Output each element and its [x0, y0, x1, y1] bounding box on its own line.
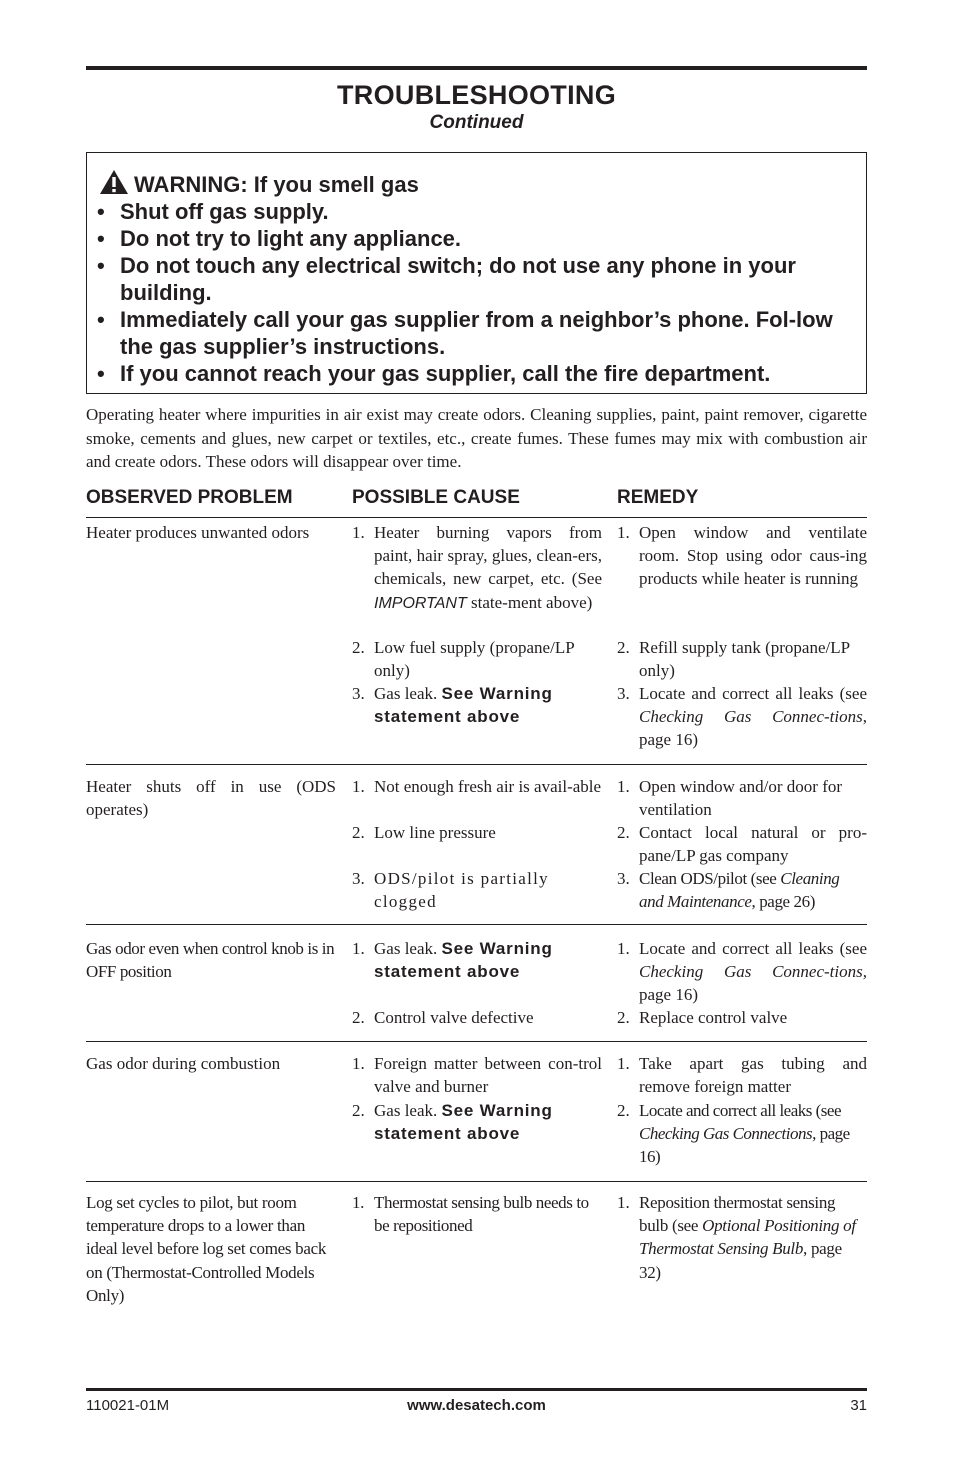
text-part: Locate and correct all leaks (see: [639, 684, 867, 703]
item-number: 2.: [352, 638, 365, 657]
text-part: Gas leak.: [374, 1101, 442, 1120]
warning-item-text: Do not try to light any appliance.: [120, 226, 462, 251]
row-2-cause-3: [352, 867, 602, 913]
item-number: 2.: [352, 1008, 365, 1027]
warning-triangle-icon: [99, 169, 129, 195]
row-3-problem: Gas odor even when control knob is in OFF position: [86, 939, 335, 982]
text-italic: Checking Gas Connections,: [639, 1124, 816, 1144]
warning-box: [86, 152, 867, 394]
text-part: Gas leak.: [374, 939, 442, 958]
footer-url: www.desatech.com: [407, 1397, 546, 1414]
warning-item: [97, 225, 857, 252]
row-4-remedy-2: [617, 1099, 867, 1169]
row-1-cause-2: [352, 636, 602, 682]
bullet: •: [97, 361, 105, 386]
item-text: ODS/pilot is partially clogged: [374, 869, 549, 912]
item-number: 3.: [352, 684, 365, 703]
page-title: TROUBLESHOOTING: [337, 80, 616, 110]
warning-heading-line: [99, 169, 419, 198]
item-text: [352, 1099, 602, 1145]
footer-page-number: 31: [850, 1397, 867, 1414]
warning-item: [97, 360, 857, 387]
warning-item: [97, 306, 857, 360]
row-1-remedy-1: [617, 521, 867, 591]
item-text: Open window and/or door for ventilation: [639, 777, 843, 820]
row-1-remedy-2: [617, 636, 867, 682]
warning-item-text: Do not touch any electrical switch; do not use any phone in your building.: [120, 253, 796, 305]
column-header-cause: POSSIBLE CAUSE: [352, 487, 520, 508]
row-rule: [86, 764, 867, 765]
warning-heading: WARNING: If you smell gas: [134, 172, 419, 197]
row-3-cause-1: [352, 937, 602, 983]
item-text: [617, 937, 867, 1007]
item-text: Open window and ventilate room. Stop using odor caus-ing products while heater is running: [639, 523, 867, 589]
row-1-problem: Heater produces unwanted odors: [86, 523, 310, 542]
bullet: •: [97, 226, 105, 251]
text-part: Gas leak.: [374, 684, 442, 703]
bullet: •: [97, 199, 105, 224]
text-part: state-ment above): [466, 592, 593, 612]
row-3-cause-2: [352, 1006, 602, 1029]
column-header-problem: OBSERVED PROBLEM: [86, 487, 293, 508]
row-1-cause-3: [352, 682, 602, 728]
warning-item-text: Immediately call your gas supplier from a neighbor’s phone. Fol-low the gas supplier’s instructions.: [120, 307, 833, 359]
item-text: [617, 867, 867, 913]
text-part: page 16): [639, 1124, 850, 1167]
text-part: , page 16): [639, 707, 867, 750]
text-part: page 16): [639, 985, 699, 1005]
warning-item: [97, 198, 857, 225]
item-number: 3.: [617, 684, 630, 703]
item-number: 3.: [352, 869, 365, 888]
item-text: Low fuel supply (propane/LP only): [374, 638, 575, 681]
bullet: •: [97, 253, 105, 278]
row-3-remedy-1: [617, 937, 867, 1007]
item-number: 2.: [617, 1101, 630, 1120]
item-text: Low line pressure: [374, 823, 496, 842]
text-italic: Checking Gas Connec-tions: [639, 707, 863, 727]
bottom-rule: [86, 1388, 867, 1391]
text-part: , page 32): [639, 1239, 842, 1282]
footer-doc-number: 110021-01M: [86, 1397, 170, 1414]
item-number: 2.: [617, 1008, 630, 1027]
text-part: Reposition thermostat sensing bulb (see: [639, 1193, 836, 1236]
text-bold: See Warning statement above: [374, 684, 553, 727]
row-5-cause-1: [352, 1191, 602, 1237]
item-text: Take apart gas tubing and remove foreign matter: [639, 1054, 867, 1097]
bullet: •: [97, 307, 105, 332]
item-number: 1.: [617, 1054, 630, 1073]
item-text: [352, 937, 602, 983]
item-number: 1.: [617, 1193, 630, 1212]
item-number: 1.: [352, 523, 365, 542]
item-number: 1.: [617, 939, 630, 958]
text-bold: See Warning statement above: [374, 939, 553, 982]
item-text: [617, 1191, 867, 1284]
intro-paragraph: Operating heater where impurities in air exist may create odors. Cleaning supplies, paint, paint remover, cigarette smoke, cements and glues, new carpet or textiles, etc., create fumes. These fumes may mix with combustion air and create odors. These odors will disappear over time.: [86, 405, 867, 471]
top-rule: [86, 66, 867, 70]
row-rule: [86, 924, 867, 925]
item-text: Refill supply tank (propane/LP only): [639, 638, 850, 681]
item-number: 2.: [352, 823, 365, 842]
row-1-remedy-3: [617, 682, 867, 752]
warning-item-text: Shut off gas supply.: [120, 199, 329, 224]
item-text: Control valve defective: [374, 1008, 534, 1027]
item-text: [617, 682, 867, 752]
text-italic: Cleaning and Maintenance: [639, 869, 840, 912]
item-number: 1.: [352, 1193, 364, 1212]
item-number: 1.: [617, 523, 630, 542]
text-part: Clean ODS/pilot (see: [639, 869, 781, 888]
item-text: Replace control valve: [639, 1008, 788, 1027]
row-4-cause-1: [352, 1052, 602, 1098]
header-rule: [86, 517, 867, 518]
row-2-remedy-1: [617, 775, 867, 821]
text-part: Heater burning vapors from paint, hair spray, glues, clean-ers, chemicals, new carpet, etc. (See: [374, 523, 602, 589]
item-text: Contact local natural or pro-pane/LP gas company: [639, 823, 867, 866]
item-text: Thermostat sensing bulb needs to be repositioned: [374, 1193, 589, 1236]
text-italic: Optional Positioning of Thermostat Sensing Bulb: [639, 1216, 856, 1259]
row-5-remedy-1: [617, 1191, 867, 1284]
item-text: Foreign matter between con-trol valve and burner: [374, 1054, 602, 1097]
warning-item: [97, 252, 857, 306]
warning-list: [97, 198, 857, 387]
page-subtitle: Continued: [429, 112, 524, 133]
row-2-cause-1: [352, 775, 602, 798]
column-header-remedy: REMEDY: [617, 487, 699, 508]
row-2-remedy-3: [617, 867, 867, 913]
item-number: 2.: [617, 823, 630, 842]
item-number: 2.: [352, 1101, 365, 1120]
item-number: 1.: [617, 777, 630, 796]
row-2-cause-2: [352, 821, 602, 844]
item-text: Not enough fresh air is avail-able: [374, 777, 602, 796]
item-number: 1.: [352, 939, 365, 958]
item-number: 1.: [352, 777, 365, 796]
row-3-remedy-2: [617, 1006, 867, 1029]
row-1-cause-1: [352, 521, 602, 615]
item-text: [352, 682, 602, 728]
row-5-problem: Log set cycles to pilot, but room temperature drops to a lower than ideal level before log set comes back on (Thermostat-Controlled Models Only): [86, 1193, 327, 1305]
text-part: Locate and correct all leaks (see: [639, 939, 867, 958]
text-bold: See Warning statement above: [374, 1101, 553, 1144]
row-4-remedy-1: [617, 1052, 867, 1098]
warning-item-text: If you cannot reach your gas supplier, call the fire department.: [120, 361, 771, 386]
row-rule: [86, 1041, 867, 1042]
text-part: , page 26): [751, 892, 816, 912]
text-part: Locate and correct all leaks (see: [639, 1101, 842, 1120]
item-number: 3.: [617, 869, 630, 888]
row-2-remedy-2: [617, 821, 867, 867]
item-text: [352, 521, 602, 615]
item-text: [617, 1099, 867, 1169]
text-italic: Checking Gas Connec-tions,: [639, 962, 867, 982]
text-important: IMPORTANT: [374, 594, 467, 612]
row-4-problem: Gas odor during combustion: [86, 1054, 281, 1073]
item-number: 1.: [352, 1054, 365, 1073]
row-4-cause-2: [352, 1099, 602, 1145]
item-number: 2.: [617, 638, 630, 657]
row-rule: [86, 1181, 867, 1182]
row-2-problem: Heater shuts off in use (ODS operates): [86, 777, 336, 820]
